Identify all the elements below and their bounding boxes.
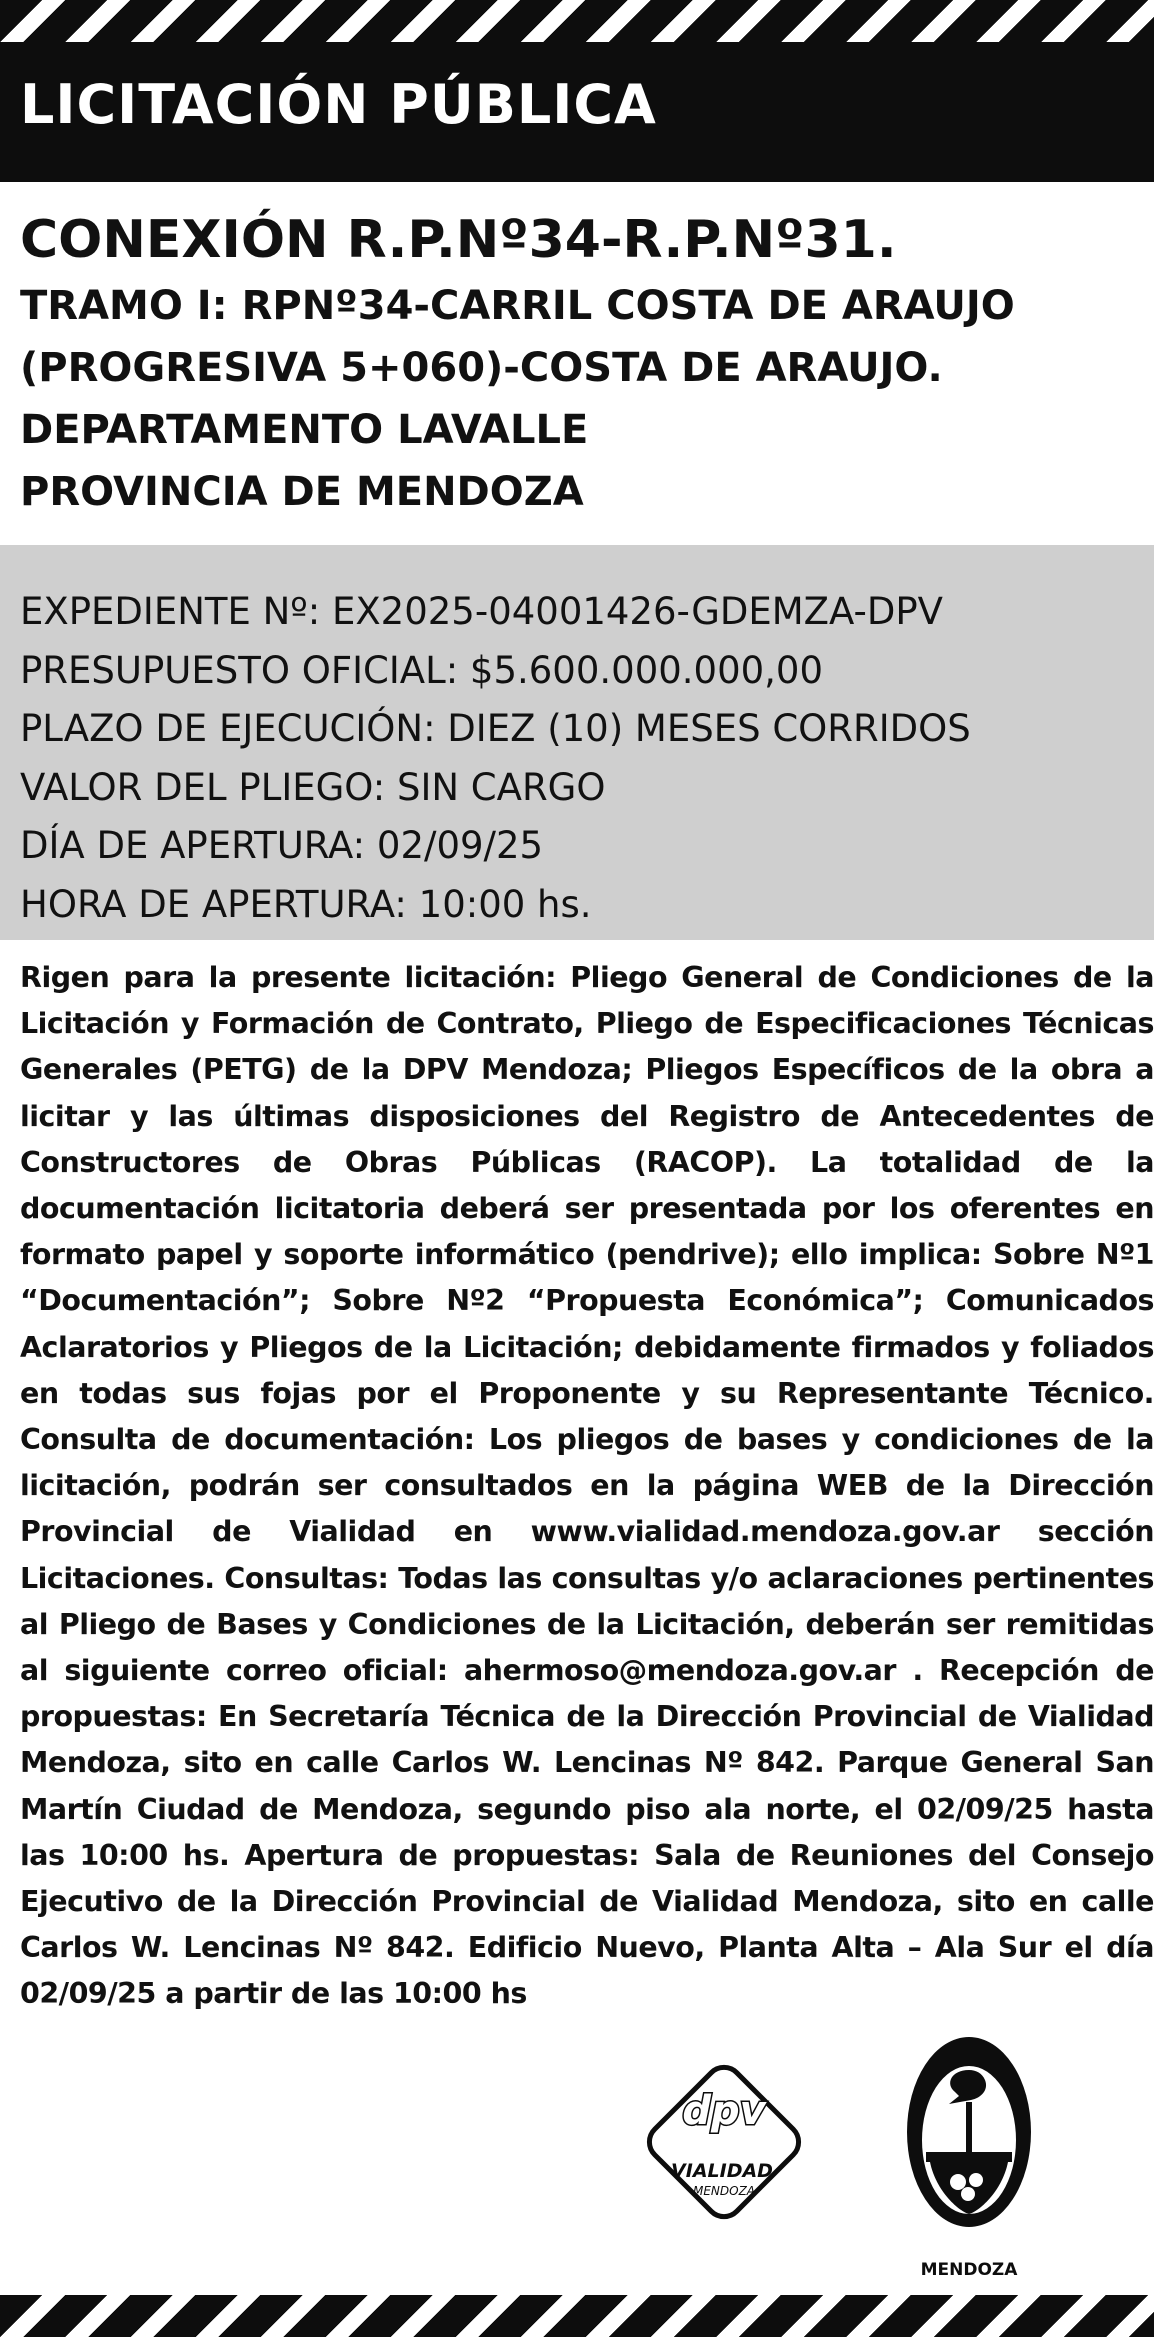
top-hazard-stripes	[0, 0, 1154, 42]
presupuesto-line: PRESUPUESTO OFICIAL: $5.600.000.000,00	[20, 648, 823, 692]
project-line-3: DEPARTAMENTO LAVALLE	[20, 407, 589, 453]
body-paragraph: Rigen para la presente licitación: Pliego General de Condiciones de la Licitación y Formación de Contrato, Pliego de Especificaciones Técnicas Generales (PETG) de la DPV Mendoza; Pliegos Específicos de la obra a licitar y las últimas disposiciones del Registro de Antecedentes de Constructores de Obras Públicas (RACOP). La totalidad de la documentación licitatoria deberá ser presentada por los oferentes en formato papel y soporte informático (pendrive); ello implica: Sobre Nº1 “Documentación”; Sobre Nº2 “Propuesta Económica”; Comunicados Aclaratorios y Pliegos de la Licitación; debidamente firmados y foliados en todas sus fojas por el Proponente y su Representante Técnico. Consulta de documentación: Los pliegos de bases y condiciones de la licitación, podrán ser consultados en la página WEB de la Dirección Provincial de Vialidad en www.vialidad.mendoza.gov.ar sección Licitaciones. Consultas: Todas las consultas y/o aclaraciones pertinentes al Pliego de Bases y Condiciones de la Licitación, deberán ser remitidas al siguiente correo oficial: ahermoso@mendoza.gov.ar . Recepción de propuestas: En Secretaría Técnica de la Dirección Provincial de Vialidad Mendoza, sito en calle Carlos W. Lencinas Nº 842. Parque General San Martín Ciudad de Mendoza, segundo piso ala norte, el 02/09/25 hasta las 10:00 hs. Apertura de propuestas: Sala de Reuniones del Consejo Ejecutivo de la Dirección Provincial de Vialidad Mendoza, sito en calle Carlos W. Lencinas Nº 842. Edificio Nuevo, Planta Alta – Ala Sur el día 02/09/25 a partir de las 10:00 hs	[20, 961, 1154, 2011]
bottom-hazard-stripes	[0, 2295, 1154, 2337]
dia-apertura-line: DÍA DE APERTURA: 02/09/25	[20, 824, 544, 867]
project-heading	[20, 205, 1140, 523]
vialidad-logo-name: VIALIDAD	[671, 2160, 773, 2182]
info-band	[0, 545, 1154, 940]
vialidad-logo	[626, 2042, 822, 2242]
plazo-line: PLAZO DE EJECUCIÓN: DIEZ (10) MESES CORRIDOS	[20, 707, 971, 750]
expediente-line: EXPEDIENTE Nº: EX2025-04001426-GDEMZA-DPV	[20, 590, 943, 633]
project-line-1: TRAMO I: RPNº34-CARRIL COSTA DE ARAUJO	[20, 283, 1015, 329]
mendoza-coat-of-arms	[896, 2032, 1042, 2282]
mendoza-label: MENDOZA	[920, 2260, 1018, 2280]
valor-line: VALOR DEL PLIEGO: SIN CARGO	[20, 765, 606, 809]
notice-title: LICITACIÓN PÚBLICA	[20, 73, 657, 136]
project-main-title: CONEXIÓN R.P.Nº34-R.P.Nº31.	[20, 210, 897, 270]
vialidad-logo-sub: MENDOZA	[692, 2184, 756, 2198]
dpv-mark: dpv	[682, 2088, 766, 2134]
project-line-4: PROVINCIA DE MENDOZA	[20, 469, 584, 515]
project-line-2: (PROGRESIVA 5+060)-COSTA DE ARAUJO.	[20, 345, 943, 391]
title-band	[0, 42, 1154, 182]
hora-apertura-line: HORA DE APERTURA: 10:00 hs.	[20, 882, 592, 926]
